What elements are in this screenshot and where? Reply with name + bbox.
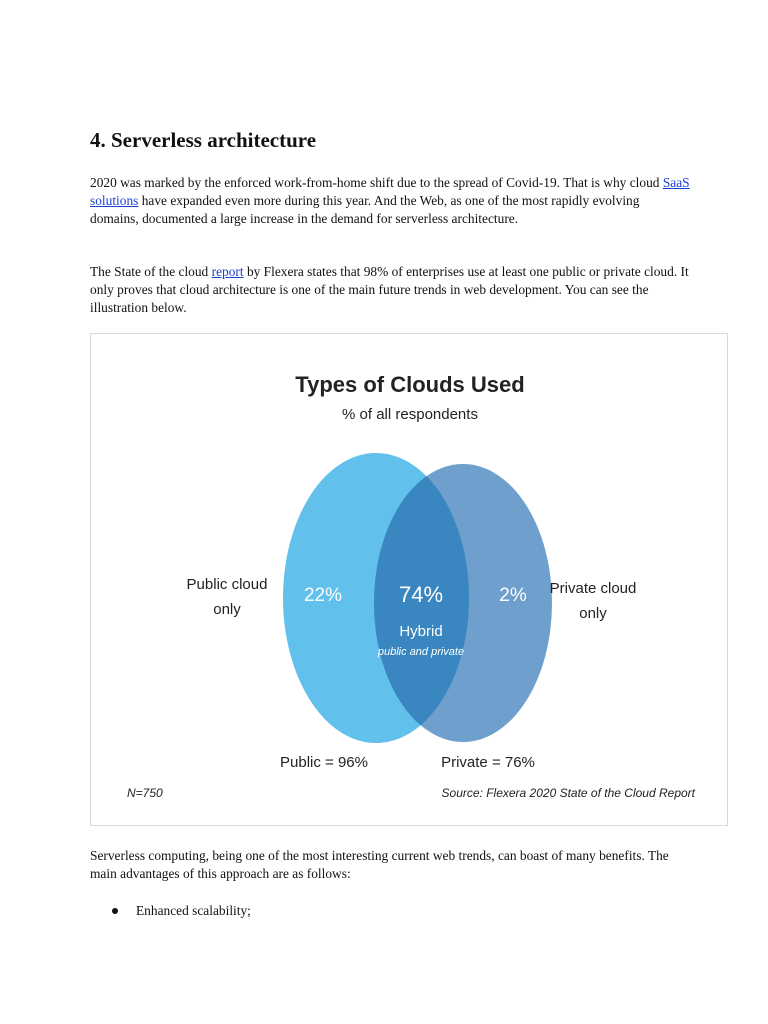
chart-subtitle: % of all respondents bbox=[342, 406, 478, 423]
hybrid-label: Hybrid bbox=[399, 623, 443, 640]
paragraph-text: 2020 was marked by the enforced work-from-home shift due to the spread of Covid-19. That is why cloud bbox=[90, 175, 663, 190]
advantages-list bbox=[90, 902, 690, 920]
list-item bbox=[90, 902, 690, 920]
paragraph-flexera bbox=[90, 263, 690, 317]
clouds-venn-figure bbox=[90, 333, 728, 826]
public-only-label-line2: only bbox=[213, 601, 241, 618]
sample-size-footnote: N=750 bbox=[127, 786, 163, 800]
paragraph-text: by Flexera states that 98% of enterprises use at least one public or private cloud. It only proves that cloud architecture is one of the main future trends in web development. You can see the illustration below. bbox=[90, 264, 689, 315]
report-link[interactable]: report bbox=[211, 264, 244, 279]
paragraph-text: The State of the cloud bbox=[90, 264, 212, 279]
private-only-label-line1: Private cloud bbox=[549, 580, 637, 597]
private-total-label: Private = 76% bbox=[441, 754, 535, 771]
venn-diagram bbox=[91, 334, 729, 827]
section-heading: 4. Serverless architecture bbox=[90, 128, 317, 152]
chart-title: Types of Clouds Used bbox=[295, 372, 525, 397]
private-only-label-line2: only bbox=[579, 605, 607, 622]
paragraph-serverless-benefits: Serverless computing, being one of the most interesting current web trends, can boast of many benefits. The main advantages of this approach are as follows: bbox=[90, 848, 669, 881]
source-footnote: Source: Flexera 2020 State of the Cloud Report bbox=[441, 786, 695, 800]
public-only-label-line1: Public cloud bbox=[186, 576, 268, 593]
hybrid-sublabel: public and private bbox=[377, 646, 465, 658]
paragraph-covid bbox=[90, 174, 690, 228]
public-total-label: Public = 96% bbox=[280, 754, 368, 771]
private-only-value: 2% bbox=[499, 585, 527, 606]
list-item-text: Enhanced scalability; bbox=[136, 903, 251, 918]
saas-solutions-link[interactable]: SaaS solutions bbox=[90, 175, 690, 208]
paragraph-text: have expanded even more during this year. And the Web, as one of the most rapidly evolving domains, documented a large increase in the demand for serverless architecture. bbox=[90, 193, 640, 226]
bullet-icon bbox=[112, 908, 118, 914]
public-only-value: 22% bbox=[303, 585, 343, 606]
hybrid-value: 74% bbox=[398, 582, 444, 607]
